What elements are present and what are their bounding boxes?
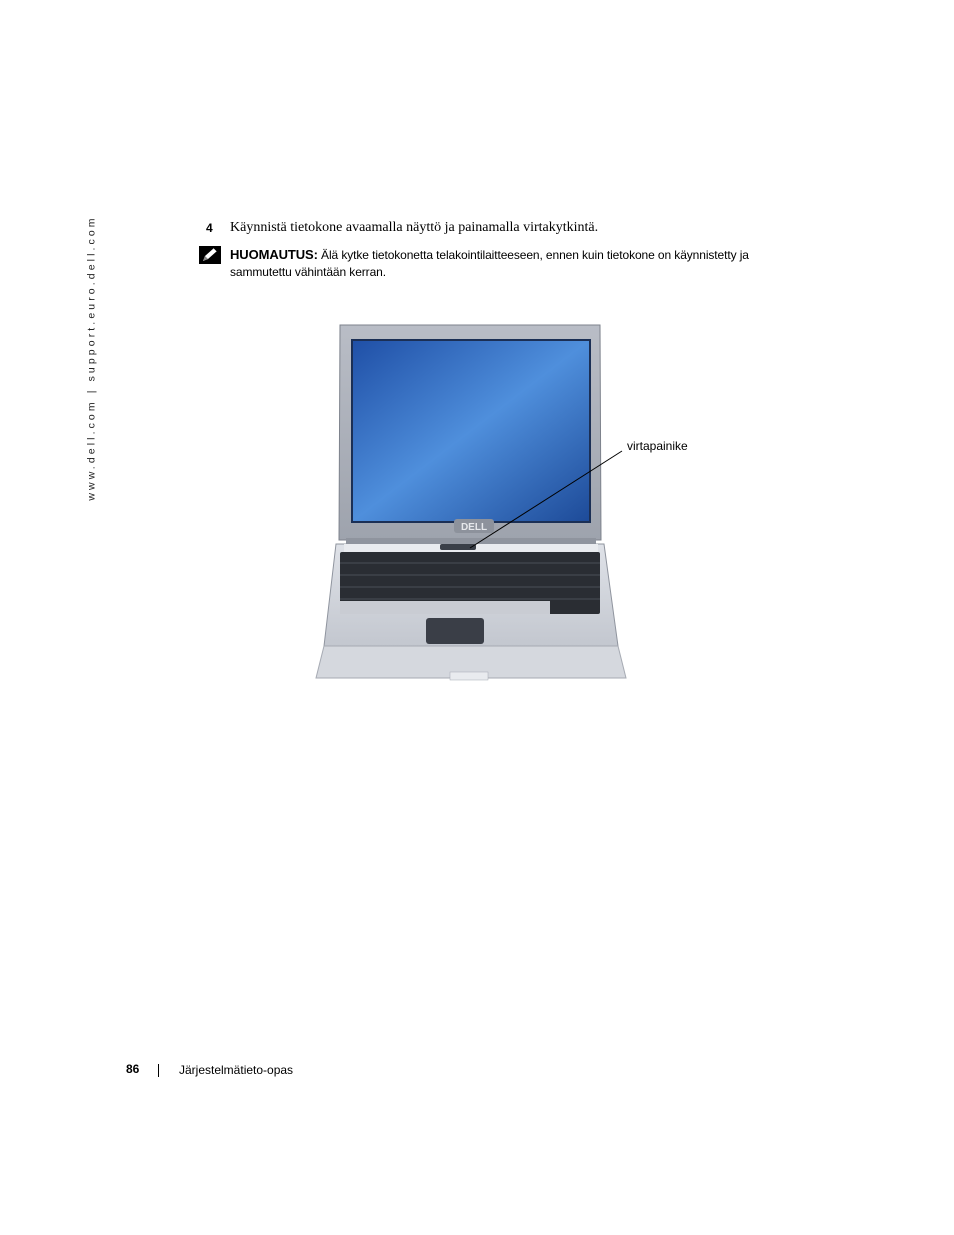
pencil-note-icon [199, 246, 221, 264]
laptop-logo: DELL [460, 522, 488, 533]
sidebar-url [84, 215, 100, 501]
step-number: 4 [206, 221, 213, 235]
power-button [440, 544, 476, 550]
callout-label: virtapainike [627, 439, 688, 453]
step-text: Käynnistä tietokone avaamalla näyttö ja painamalla virtakytkintä. [230, 220, 599, 235]
note-text [230, 246, 800, 281]
note-message: Älä kytke tietokonetta telakointilaitteeseen, ennen kuin tietokone on käynnistetty ja sammutettu vähintään kerran. [230, 248, 749, 279]
footer-title: Järjestelmätieto-opas [179, 1063, 294, 1077]
sidebar-url-text: www.dell.com | support.euro.dell.com [86, 215, 99, 501]
laptop-figure [300, 316, 720, 696]
laptop-illustration [300, 316, 720, 696]
note-label: HUOMAUTUS: [230, 247, 318, 262]
touchpad [426, 618, 484, 644]
page-number: 86 [126, 1062, 140, 1076]
footer-divider [158, 1064, 159, 1077]
